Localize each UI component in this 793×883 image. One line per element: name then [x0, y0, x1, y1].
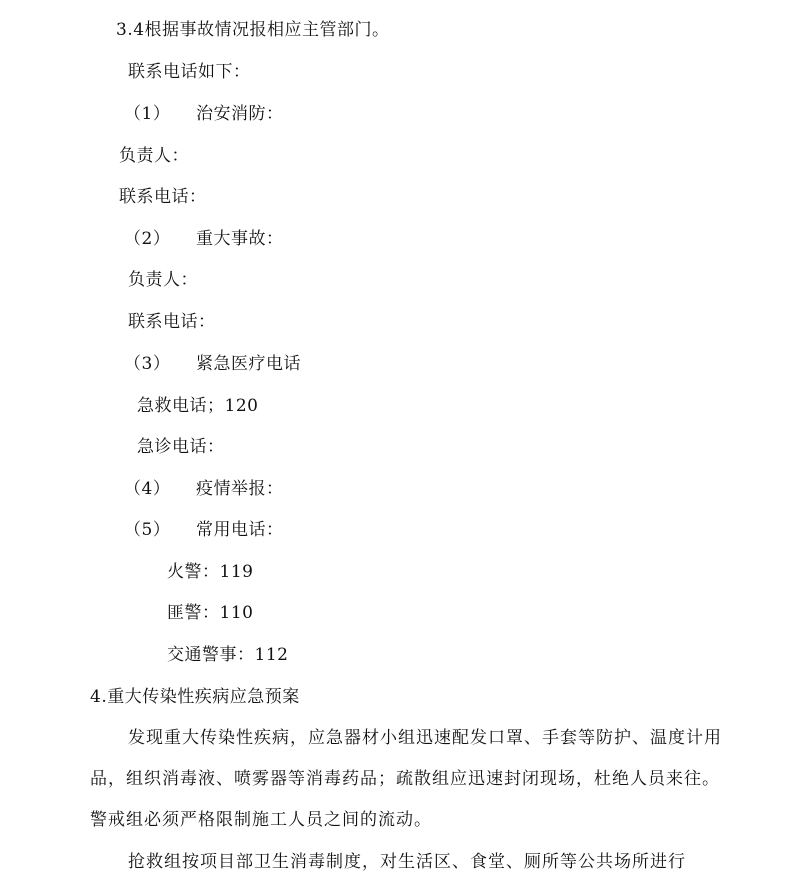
section-4-paragraph-2: 抢救组按项目部卫生消毒制度，对生活区、食堂、厕所等公共场所进行: [128, 852, 686, 872]
item-2-line: [124, 228, 284, 250]
item-3-line: [124, 353, 301, 375]
item-4-line: [124, 478, 284, 500]
item-2-person: 负责人：: [128, 270, 198, 290]
item-1-label: 治安消防：: [196, 104, 284, 124]
section-4-paragraph-1: 发现重大传染性疾病，应急器材小组迅速配发口罩、手套等防护、温度计用品，组织消毒液、喷雾器等消毒药品；疏散组应迅速封闭现场，杜绝人员来往。警戒组必须严格限制施工人员之间的流动。: [90, 728, 722, 830]
item-4-number: （4）: [124, 479, 171, 499]
item-5-line: [124, 519, 284, 541]
section-4-title: 4.重大传染性疾病应急预案: [90, 687, 300, 707]
item-3-emergency-phone: 急诊电话：: [137, 437, 225, 457]
contact-intro: 联系电话如下：: [128, 62, 251, 82]
police-phone: 匪警：110: [167, 603, 254, 623]
item-1-line: [124, 103, 284, 125]
item-3-rescue-phone: 急救电话；120: [137, 396, 259, 416]
item-4-label: 疫情举报：: [196, 479, 284, 499]
item-5-label: 常用电话：: [196, 520, 284, 540]
item-3-number: （3）: [124, 354, 171, 374]
item-1-phone: 联系电话：: [119, 187, 207, 207]
item-2-phone: 联系电话：: [128, 312, 216, 332]
item-1-person: 负责人：: [119, 146, 189, 166]
fire-alarm-phone: 火警：119: [167, 562, 254, 582]
item-1-number: （1）: [124, 104, 171, 124]
item-5-number: （5）: [124, 520, 171, 540]
traffic-police-phone: 交通警事：112: [167, 645, 289, 665]
item-2-label: 重大事故：: [196, 229, 284, 249]
section-3-4-title: 3.4根据事故情况报相应主管部门。: [116, 20, 390, 40]
item-3-label: 紧急医疗电话: [196, 354, 301, 374]
item-2-number: （2）: [124, 229, 171, 249]
